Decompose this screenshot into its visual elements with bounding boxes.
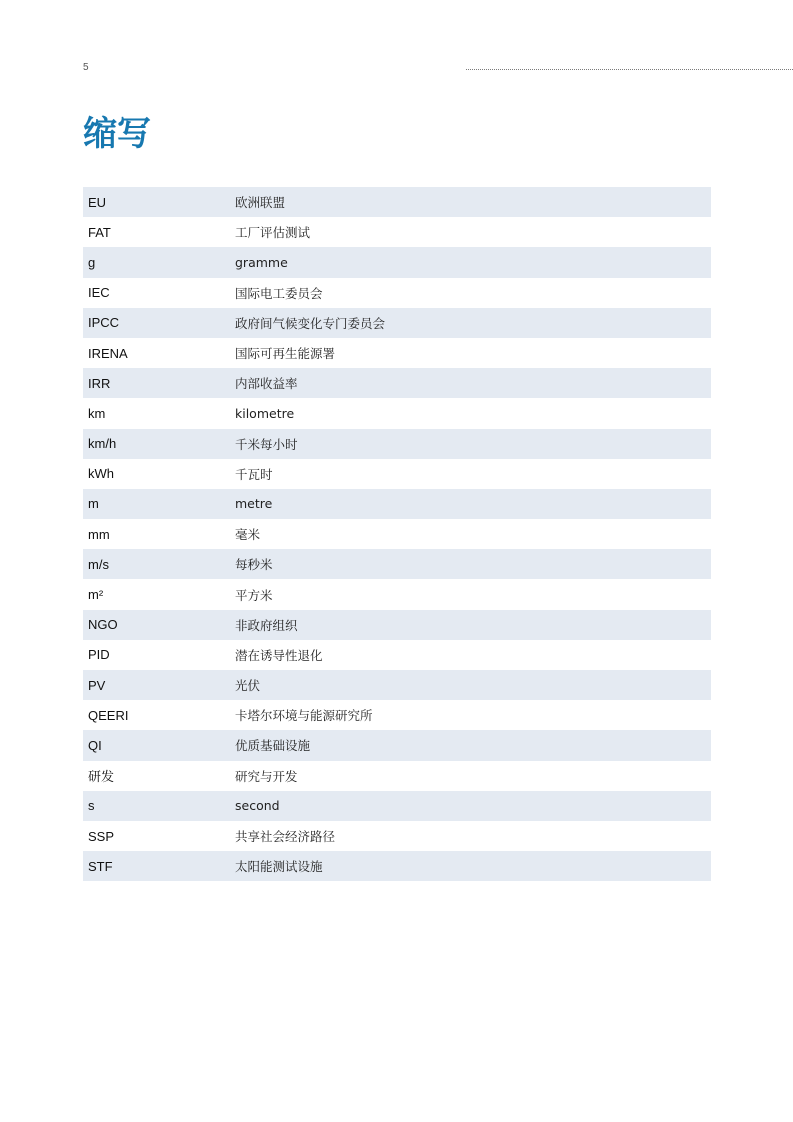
table-row (83, 338, 711, 368)
abbreviation-cell: m² (88, 587, 104, 603)
abbreviation-cell: STF (83, 851, 235, 881)
abbreviation-cell: QI (83, 730, 235, 760)
table-row (83, 761, 711, 791)
abbreviation-cell: m (83, 489, 235, 519)
meaning-cell: 每秒米 (235, 549, 711, 579)
abbreviation-cell: g (83, 247, 235, 277)
table-row (83, 429, 711, 459)
meaning-cell: 欧洲联盟 (235, 187, 711, 217)
meaning-cell: kilometre (235, 405, 295, 421)
abbreviation-cell: IRR (83, 368, 235, 398)
table-row (83, 730, 711, 760)
abbreviation-cell: km/h (83, 429, 235, 459)
meaning-cell: 优质基础设施 (235, 730, 711, 760)
abbreviation-cell: FAT (88, 224, 111, 240)
abbreviation-cell: QEERI (88, 707, 129, 723)
abbreviation-cell: 研发 (88, 769, 115, 785)
page-number: 5 (83, 62, 89, 73)
meaning-cell: 千瓦时 (235, 466, 273, 482)
meaning-cell: 共享社会经济路径 (235, 829, 336, 845)
meaning-cell: 政府间气候变化专门委员会 (235, 308, 711, 338)
table-row (83, 821, 711, 851)
meaning-cell: 潜在诱导性退化 (235, 647, 323, 663)
table-row (83, 459, 711, 489)
abbreviation-cell: s (83, 791, 235, 821)
table-row (83, 368, 711, 398)
table-row (83, 851, 711, 881)
table-row (83, 247, 711, 277)
meaning-cell: 国际可再生能源署 (235, 346, 336, 362)
meaning-cell: 工厂评估测试 (235, 225, 311, 241)
abbreviation-cell: kWh (88, 466, 114, 482)
page-title: 缩写 (83, 114, 151, 154)
meaning-cell: 国际电工委员会 (235, 285, 323, 301)
table-row (83, 549, 711, 579)
table-row (83, 278, 711, 308)
abbreviation-cell: PID (88, 647, 110, 663)
meaning-cell: second (235, 791, 711, 821)
table-row (83, 308, 711, 338)
meaning-cell: 非政府组织 (235, 610, 711, 640)
abbreviation-cell: PV (83, 670, 235, 700)
meaning-cell: 太阳能测试设施 (235, 851, 711, 881)
abbreviations-table (83, 187, 711, 881)
abbreviation-cell: EU (83, 187, 235, 217)
meaning-cell: gramme (235, 247, 711, 277)
meaning-cell: 毫米 (235, 527, 261, 543)
table-row (83, 187, 711, 217)
meaning-cell: 千米每小时 (235, 429, 711, 459)
meaning-cell: 光伏 (235, 670, 711, 700)
table-row (83, 791, 711, 821)
meaning-cell: 内部收益率 (235, 368, 711, 398)
meaning-cell: 平方米 (235, 587, 273, 603)
abbreviation-cell: m/s (83, 549, 235, 579)
abbreviation-cell: mm (88, 526, 110, 542)
table-row (83, 579, 711, 609)
table-row (83, 610, 711, 640)
header-dotted-rule (466, 69, 793, 70)
table-row (83, 700, 711, 730)
table-row (83, 670, 711, 700)
abbreviation-cell: NGO (83, 610, 235, 640)
table-row (83, 519, 711, 549)
table-row (83, 640, 711, 670)
table-row (83, 398, 711, 428)
table-row (83, 217, 711, 247)
abbreviation-cell: IPCC (83, 308, 235, 338)
meaning-cell: 卡塔尔环境与能源研究所 (235, 708, 373, 724)
abbreviation-cell: IRENA (88, 345, 128, 361)
table-row (83, 489, 711, 519)
abbreviation-cell: km (88, 405, 106, 421)
meaning-cell: metre (235, 489, 711, 519)
abbreviation-cell: SSP (88, 828, 115, 844)
meaning-cell: 研究与开发 (235, 768, 298, 784)
abbreviation-cell: IEC (88, 285, 110, 301)
